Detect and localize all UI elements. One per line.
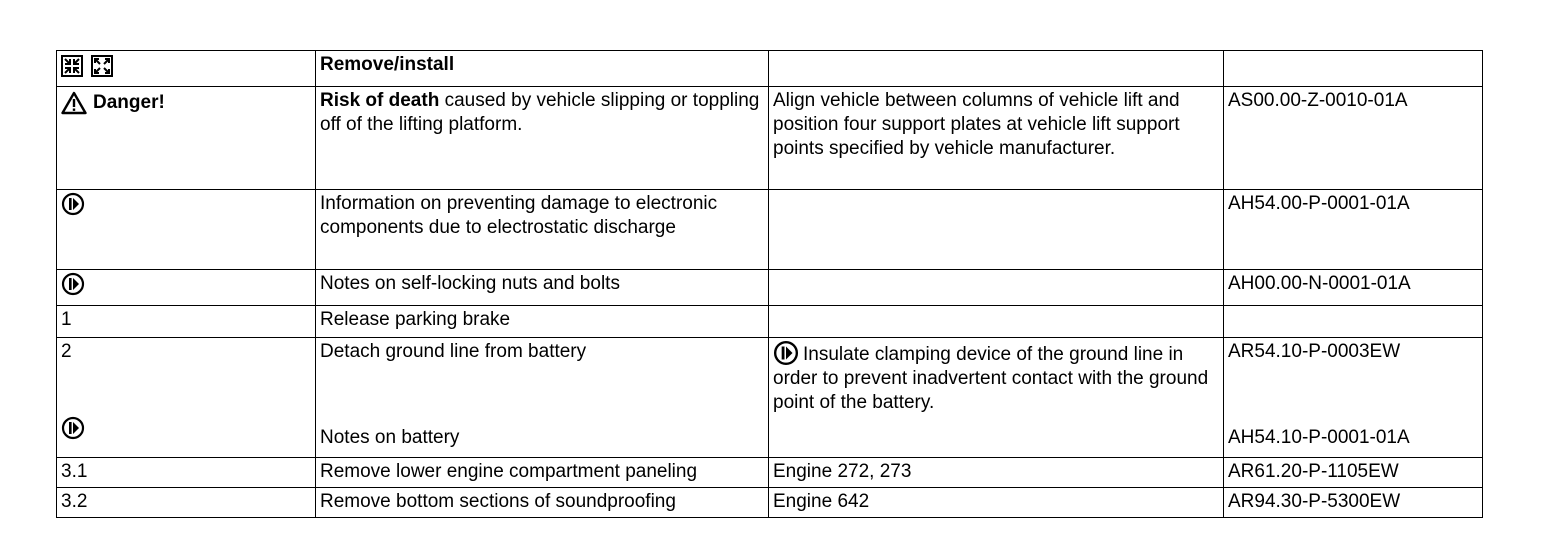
note-icon — [773, 340, 799, 366]
step-ref-link[interactable]: AR94.30-P-5300EW — [1224, 488, 1483, 518]
risk-text: caused by vehicle slipping or toppling off of the lifting platform. — [320, 90, 760, 135]
step-extra-cell — [769, 338, 1224, 458]
header-empty-cell — [1224, 51, 1483, 87]
note-icon — [61, 416, 85, 440]
step-number: 2 — [61, 341, 72, 362]
danger-label: Danger! — [93, 92, 165, 113]
danger-cell — [57, 87, 316, 190]
step-ref — [1224, 306, 1483, 338]
step-number: 3.1 — [57, 458, 316, 488]
install-icon — [91, 55, 113, 77]
note-ref-link[interactable]: AH54.00-P-0001-01A — [1224, 190, 1483, 270]
note-icon — [61, 272, 85, 296]
table-row-step — [57, 458, 1483, 488]
sub-note-ref-link[interactable]: AH54.10-P-0001-01A — [1228, 427, 1410, 448]
warning-triangle-icon — [61, 91, 87, 115]
note-icon-cell — [57, 190, 316, 270]
remove-icon — [61, 55, 83, 77]
note-ref-link[interactable]: AH00.00-N-0001-01A — [1224, 270, 1483, 306]
step-number: 1 — [57, 306, 316, 338]
table-row-danger — [57, 87, 1483, 190]
header-empty-cell — [769, 51, 1224, 87]
table-row-note — [57, 270, 1483, 306]
note-empty-cell — [769, 190, 1224, 270]
table-row-header — [57, 51, 1483, 87]
danger-measure: Align vehicle between columns of vehicle lift and position four support plates at vehicle lift support points specified by vehicle manufacturer. — [769, 87, 1224, 190]
note-text: Notes on self-locking nuts and bolts — [316, 270, 769, 306]
step-text-cell — [316, 338, 769, 458]
danger-risk-cell — [316, 87, 769, 190]
table-row-step — [57, 338, 1483, 458]
step-extra — [769, 306, 1224, 338]
note-icon-cell — [57, 270, 316, 306]
header-title: Remove/install — [316, 51, 769, 87]
table-row-note — [57, 190, 1483, 270]
step-text: Remove lower engine compartment paneling — [316, 458, 769, 488]
procedure-table — [56, 50, 1483, 518]
step-number-cell — [57, 338, 316, 458]
header-icons-cell — [57, 51, 316, 87]
note-icon — [61, 192, 85, 216]
step-number: 3.2 — [57, 488, 316, 518]
step-extra: Insulate clamping device of the ground line in order to prevent inadvertent contact with the ground point of the battery. — [773, 344, 1209, 413]
step-ref-link[interactable]: AR61.20-P-1105EW — [1224, 458, 1483, 488]
step-ref-link[interactable]: AR54.10-P-0003EW — [1228, 341, 1401, 362]
step-text: Release parking brake — [316, 306, 769, 338]
step-text: Detach ground line from battery — [320, 341, 587, 362]
danger-ref-link[interactable]: AS00.00-Z-0010-01A — [1224, 87, 1483, 190]
table-row-step — [57, 306, 1483, 338]
step-ref-cell — [1224, 338, 1483, 458]
risk-bold-text: Risk of death — [320, 90, 440, 111]
sub-note-text: Notes on battery — [320, 427, 460, 448]
step-extra: Engine 642 — [769, 488, 1224, 518]
step-text: Remove bottom sections of soundproofing — [316, 488, 769, 518]
note-empty-cell — [769, 270, 1224, 306]
table-row-step — [57, 488, 1483, 518]
step-extra: Engine 272, 273 — [769, 458, 1224, 488]
note-text: Information on preventing damage to electronic components due to electrostatic discharge — [316, 190, 769, 270]
